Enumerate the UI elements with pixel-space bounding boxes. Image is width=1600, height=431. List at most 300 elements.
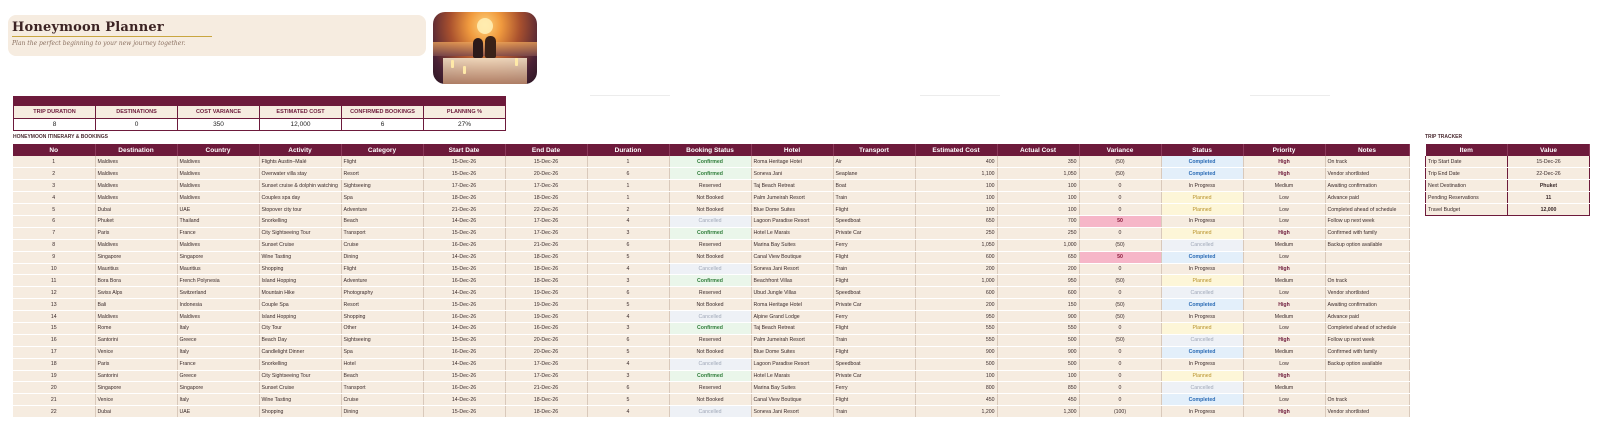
cell-destination[interactable]: Maldives bbox=[95, 168, 177, 180]
cell-hotel[interactable]: Canal View Boutique bbox=[751, 251, 833, 263]
cell-duration[interactable]: 6 bbox=[587, 239, 669, 251]
cell-activity[interactable]: Overwater villa stay bbox=[259, 168, 341, 180]
tracker-key[interactable]: Pending Reservations bbox=[1426, 192, 1508, 204]
column-header-actual-cost[interactable]: Actual Cost bbox=[997, 144, 1079, 156]
kpi-value[interactable]: 6 bbox=[342, 118, 424, 131]
column-header-activity[interactable]: Activity bbox=[259, 144, 341, 156]
cell-estimated-cost[interactable]: 450 bbox=[915, 394, 997, 406]
cell-destination[interactable]: Maldives bbox=[95, 311, 177, 323]
cell-notes[interactable]: Awaiting confirmation bbox=[1325, 180, 1409, 192]
cell-no[interactable]: 4 bbox=[13, 192, 95, 204]
cell-activity[interactable]: Stopover city tour bbox=[259, 204, 341, 216]
cell-duration[interactable]: 6 bbox=[587, 168, 669, 180]
cell-actual-cost[interactable]: 150 bbox=[997, 299, 1079, 311]
cell-estimated-cost[interactable]: 250 bbox=[915, 227, 997, 239]
cell-destination[interactable]: Singapore bbox=[95, 382, 177, 394]
cell-end-date[interactable]: 17-Dec-26 bbox=[505, 370, 587, 382]
cell-notes[interactable]: Follow up next week bbox=[1325, 215, 1409, 227]
cell-hotel[interactable]: Marina Bay Suites bbox=[751, 382, 833, 394]
cell-variance[interactable]: 0 bbox=[1079, 358, 1161, 370]
cell-variance[interactable]: (50) bbox=[1079, 239, 1161, 251]
kpi-value[interactable]: 8 bbox=[14, 118, 96, 131]
cell-duration[interactable]: 1 bbox=[587, 180, 669, 192]
cell-start-date[interactable]: 15-Dec-26 bbox=[423, 168, 505, 180]
cell-country[interactable]: Maldives bbox=[177, 311, 259, 323]
cell-variance[interactable]: 0 bbox=[1079, 322, 1161, 334]
column-header-transport[interactable]: Transport bbox=[833, 144, 915, 156]
cell-no[interactable]: 12 bbox=[13, 287, 95, 299]
cell-transport[interactable]: Air bbox=[833, 156, 915, 168]
cell-duration[interactable]: 4 bbox=[587, 215, 669, 227]
cell-variance[interactable]: 0 bbox=[1079, 394, 1161, 406]
cell-hotel[interactable]: Hotel Le Marais bbox=[751, 370, 833, 382]
cell-country[interactable]: France bbox=[177, 358, 259, 370]
cell-estimated-cost[interactable]: 1,100 bbox=[915, 168, 997, 180]
cell-category[interactable]: Dining bbox=[341, 406, 423, 418]
cell-country[interactable]: UAE bbox=[177, 204, 259, 216]
cell-priority[interactable]: Low bbox=[1243, 251, 1325, 263]
cell-notes[interactable]: Completed ahead of schedule bbox=[1325, 204, 1409, 216]
cell-destination[interactable]: Maldives bbox=[95, 192, 177, 204]
cell-country[interactable]: Greece bbox=[177, 370, 259, 382]
cell-activity[interactable]: Snorkelling bbox=[259, 358, 341, 370]
cell-category[interactable]: Sightseeing bbox=[341, 334, 423, 346]
cell-end-date[interactable]: 21-Dec-26 bbox=[505, 382, 587, 394]
kpi-value[interactable]: 350 bbox=[178, 118, 260, 131]
cell-priority[interactable]: High bbox=[1243, 299, 1325, 311]
column-header-destination[interactable]: Destination bbox=[95, 144, 177, 156]
cell-actual-cost[interactable]: 900 bbox=[997, 346, 1079, 358]
cell-destination[interactable]: Dubai bbox=[95, 204, 177, 216]
cell-duration[interactable]: 4 bbox=[587, 358, 669, 370]
cell-notes[interactable]: Completed ahead of schedule bbox=[1325, 322, 1409, 334]
cell-no[interactable]: 19 bbox=[13, 370, 95, 382]
cell-category[interactable]: Transport bbox=[341, 227, 423, 239]
cell-category[interactable]: Hotel bbox=[341, 358, 423, 370]
column-header-duration[interactable]: Duration bbox=[587, 144, 669, 156]
cell-notes[interactable]: On track bbox=[1325, 394, 1409, 406]
cell-variance[interactable]: 0 bbox=[1079, 192, 1161, 204]
cell-start-date[interactable]: 16-Dec-26 bbox=[423, 275, 505, 287]
cell-priority[interactable]: High bbox=[1243, 263, 1325, 275]
cell-category[interactable]: Transport bbox=[341, 382, 423, 394]
cell-no[interactable]: 8 bbox=[13, 239, 95, 251]
cell-actual-cost[interactable]: 350 bbox=[997, 156, 1079, 168]
cell-estimated-cost[interactable]: 650 bbox=[915, 215, 997, 227]
cell-priority[interactable]: Low bbox=[1243, 192, 1325, 204]
cell-hotel[interactable]: Palm Jumeirah Resort bbox=[751, 192, 833, 204]
cell-category[interactable]: Shopping bbox=[341, 311, 423, 323]
cell-notes[interactable]: Awaiting confirmation bbox=[1325, 299, 1409, 311]
cell-end-date[interactable]: 18-Dec-26 bbox=[505, 406, 587, 418]
cell-transport[interactable]: Train bbox=[833, 406, 915, 418]
cell-duration[interactable]: 3 bbox=[587, 275, 669, 287]
cell-duration[interactable]: 3 bbox=[587, 227, 669, 239]
cell-no[interactable]: 1 bbox=[13, 156, 95, 168]
cell-duration[interactable]: 6 bbox=[587, 382, 669, 394]
cell-start-date[interactable]: 16-Dec-26 bbox=[423, 346, 505, 358]
cell-actual-cost[interactable]: 600 bbox=[997, 287, 1079, 299]
cell-destination[interactable]: Swiss Alps bbox=[95, 287, 177, 299]
cell-booking-status[interactable]: Reserved bbox=[669, 334, 751, 346]
cell-actual-cost[interactable]: 450 bbox=[997, 394, 1079, 406]
cell-status[interactable]: Completed bbox=[1161, 346, 1243, 358]
cell-variance[interactable]: 50 bbox=[1079, 251, 1161, 263]
cell-transport[interactable]: Ferry bbox=[833, 382, 915, 394]
cell-priority[interactable]: Medium bbox=[1243, 382, 1325, 394]
cell-category[interactable]: Cruise bbox=[341, 239, 423, 251]
cell-transport[interactable]: Boat bbox=[833, 180, 915, 192]
cell-status[interactable]: Planned bbox=[1161, 204, 1243, 216]
cell-destination[interactable]: Santorini bbox=[95, 370, 177, 382]
cell-end-date[interactable]: 15-Dec-26 bbox=[505, 156, 587, 168]
cell-activity[interactable]: Beach Day bbox=[259, 334, 341, 346]
cell-notes[interactable]: On track bbox=[1325, 275, 1409, 287]
cell-hotel[interactable]: Canal View Boutique bbox=[751, 394, 833, 406]
cell-notes[interactable]: Backup option available bbox=[1325, 239, 1409, 251]
cell-actual-cost[interactable]: 100 bbox=[997, 180, 1079, 192]
cell-notes[interactable]: Vendor shortlisted bbox=[1325, 406, 1409, 418]
cell-activity[interactable]: Wine Tasting bbox=[259, 394, 341, 406]
cell-actual-cost[interactable]: 550 bbox=[997, 322, 1079, 334]
cell-destination[interactable]: Maldives bbox=[95, 156, 177, 168]
cell-start-date[interactable]: 14-Dec-26 bbox=[423, 287, 505, 299]
cell-country[interactable]: Italy bbox=[177, 394, 259, 406]
cell-hotel[interactable]: Hotel Le Marais bbox=[751, 227, 833, 239]
cell-activity[interactable]: Wine Tasting bbox=[259, 251, 341, 263]
cell-priority[interactable]: Medium bbox=[1243, 275, 1325, 287]
cell-variance[interactable]: (50) bbox=[1079, 168, 1161, 180]
tracker-value[interactable]: Phuket bbox=[1508, 180, 1590, 192]
cell-country[interactable]: Italy bbox=[177, 322, 259, 334]
cell-end-date[interactable]: 20-Dec-26 bbox=[505, 346, 587, 358]
cell-destination[interactable]: Bali bbox=[95, 299, 177, 311]
cell-country[interactable]: Italy bbox=[177, 346, 259, 358]
cell-country[interactable]: UAE bbox=[177, 406, 259, 418]
cell-country[interactable]: Switzerland bbox=[177, 287, 259, 299]
cell-activity[interactable]: Candlelight Dinner bbox=[259, 346, 341, 358]
cell-hotel[interactable]: Alpine Grand Lodge bbox=[751, 311, 833, 323]
cell-start-date[interactable]: 15-Dec-26 bbox=[423, 263, 505, 275]
cell-country[interactable]: Thailand bbox=[177, 215, 259, 227]
cell-activity[interactable]: Flights Austin–Malé bbox=[259, 156, 341, 168]
cell-variance[interactable]: 0 bbox=[1079, 382, 1161, 394]
cell-actual-cost[interactable]: 1,050 bbox=[997, 168, 1079, 180]
cell-notes[interactable]: Advance paid bbox=[1325, 311, 1409, 323]
cell-start-date[interactable]: 15-Dec-26 bbox=[423, 156, 505, 168]
cell-start-date[interactable]: 16-Dec-26 bbox=[423, 311, 505, 323]
cell-destination[interactable]: Maldives bbox=[95, 239, 177, 251]
cell-no[interactable]: 3 bbox=[13, 180, 95, 192]
cell-booking-status[interactable]: Reserved bbox=[669, 239, 751, 251]
cell-hotel[interactable]: Marina Bay Suites bbox=[751, 239, 833, 251]
cell-estimated-cost[interactable]: 1,200 bbox=[915, 406, 997, 418]
cell-priority[interactable]: Low bbox=[1243, 204, 1325, 216]
cell-transport[interactable]: Ferry bbox=[833, 239, 915, 251]
cell-transport[interactable]: Flight bbox=[833, 394, 915, 406]
cell-end-date[interactable]: 22-Dec-26 bbox=[505, 204, 587, 216]
cell-category[interactable]: Other bbox=[341, 322, 423, 334]
cell-status[interactable]: Completed bbox=[1161, 168, 1243, 180]
cell-category[interactable]: Cruise bbox=[341, 394, 423, 406]
cell-booking-status[interactable]: Not Booked bbox=[669, 346, 751, 358]
cell-activity[interactable]: City Tour bbox=[259, 322, 341, 334]
cell-category[interactable]: Dining bbox=[341, 251, 423, 263]
column-header-notes[interactable]: Notes bbox=[1325, 144, 1409, 156]
cell-duration[interactable]: 4 bbox=[587, 406, 669, 418]
cell-transport[interactable]: Train bbox=[833, 263, 915, 275]
cell-actual-cost[interactable]: 100 bbox=[997, 192, 1079, 204]
cell-status[interactable]: In Progress bbox=[1161, 311, 1243, 323]
cell-estimated-cost[interactable]: 600 bbox=[915, 287, 997, 299]
cell-start-date[interactable]: 15-Dec-26 bbox=[423, 299, 505, 311]
cell-transport[interactable]: Flight bbox=[833, 204, 915, 216]
cell-hotel[interactable]: Taj Beach Retreat bbox=[751, 322, 833, 334]
tracker-key[interactable]: Trip Start Date bbox=[1426, 156, 1508, 168]
cell-booking-status[interactable]: Reserved bbox=[669, 287, 751, 299]
cell-status[interactable]: Planned bbox=[1161, 322, 1243, 334]
cell-activity[interactable]: Sunset Cruise bbox=[259, 239, 341, 251]
cell-category[interactable]: Beach bbox=[341, 370, 423, 382]
cell-variance[interactable]: 0 bbox=[1079, 204, 1161, 216]
cell-country[interactable]: Indonesia bbox=[177, 299, 259, 311]
column-header-estimated-cost[interactable]: Estimated Cost bbox=[915, 144, 997, 156]
cell-booking-status[interactable]: Cancelled bbox=[669, 263, 751, 275]
cell-priority[interactable]: High bbox=[1243, 406, 1325, 418]
cell-activity[interactable]: Island Hopping bbox=[259, 275, 341, 287]
cell-booking-status[interactable]: Confirmed bbox=[669, 322, 751, 334]
cell-hotel[interactable]: Palm Jumeirah Resort bbox=[751, 334, 833, 346]
cell-start-date[interactable]: 17-Dec-26 bbox=[423, 180, 505, 192]
cell-start-date[interactable]: 16-Dec-26 bbox=[423, 382, 505, 394]
cell-hotel[interactable]: Taj Beach Retreat bbox=[751, 180, 833, 192]
cell-variance[interactable]: 50 bbox=[1079, 215, 1161, 227]
cell-status[interactable]: Planned bbox=[1161, 370, 1243, 382]
cell-hotel[interactable]: Blue Dome Suites bbox=[751, 204, 833, 216]
cell-actual-cost[interactable]: 950 bbox=[997, 275, 1079, 287]
cell-status[interactable]: In Progress bbox=[1161, 406, 1243, 418]
tracker-key[interactable]: Next Destination bbox=[1426, 180, 1508, 192]
cell-estimated-cost[interactable]: 100 bbox=[915, 192, 997, 204]
cell-priority[interactable]: Low bbox=[1243, 394, 1325, 406]
cell-hotel[interactable]: Soneva Jani Resort bbox=[751, 406, 833, 418]
cell-estimated-cost[interactable]: 600 bbox=[915, 251, 997, 263]
cell-country[interactable]: Maldives bbox=[177, 239, 259, 251]
cell-status[interactable]: Completed bbox=[1161, 299, 1243, 311]
cell-no[interactable]: 10 bbox=[13, 263, 95, 275]
cell-category[interactable]: Spa bbox=[341, 192, 423, 204]
cell-booking-status[interactable]: Cancelled bbox=[669, 358, 751, 370]
cell-notes[interactable]: On track bbox=[1325, 156, 1409, 168]
cell-category[interactable]: Beach bbox=[341, 215, 423, 227]
cell-destination[interactable]: Paris bbox=[95, 227, 177, 239]
cell-actual-cost[interactable]: 100 bbox=[997, 370, 1079, 382]
cell-transport[interactable]: Private Car bbox=[833, 370, 915, 382]
cell-priority[interactable]: Low bbox=[1243, 287, 1325, 299]
cell-start-date[interactable]: 14-Dec-26 bbox=[423, 322, 505, 334]
cell-duration[interactable]: 1 bbox=[587, 156, 669, 168]
cell-priority[interactable]: Medium bbox=[1243, 180, 1325, 192]
cell-duration[interactable]: 5 bbox=[587, 251, 669, 263]
cell-status[interactable]: In Progress bbox=[1161, 215, 1243, 227]
cell-actual-cost[interactable]: 200 bbox=[997, 263, 1079, 275]
cell-hotel[interactable]: Ubud Jungle Villas bbox=[751, 287, 833, 299]
cell-variance[interactable]: (50) bbox=[1079, 156, 1161, 168]
cell-actual-cost[interactable]: 650 bbox=[997, 251, 1079, 263]
cell-start-date[interactable]: 14-Dec-26 bbox=[423, 358, 505, 370]
cell-duration[interactable]: 6 bbox=[587, 287, 669, 299]
cell-activity[interactable]: City Sightseeing Tour bbox=[259, 370, 341, 382]
cell-start-date[interactable]: 16-Dec-26 bbox=[423, 239, 505, 251]
cell-transport[interactable]: Train bbox=[833, 192, 915, 204]
cell-booking-status[interactable]: Cancelled bbox=[669, 311, 751, 323]
cell-estimated-cost[interactable]: 550 bbox=[915, 334, 997, 346]
cell-end-date[interactable]: 18-Dec-26 bbox=[505, 263, 587, 275]
cell-start-date[interactable]: 15-Dec-26 bbox=[423, 227, 505, 239]
cell-start-date[interactable]: 15-Dec-26 bbox=[423, 334, 505, 346]
cell-priority[interactable]: High bbox=[1243, 156, 1325, 168]
cell-no[interactable]: 22 bbox=[13, 406, 95, 418]
cell-variance[interactable]: (100) bbox=[1079, 406, 1161, 418]
cell-actual-cost[interactable]: 850 bbox=[997, 382, 1079, 394]
cell-estimated-cost[interactable]: 1,000 bbox=[915, 275, 997, 287]
column-header-hotel[interactable]: Hotel bbox=[751, 144, 833, 156]
cell-booking-status[interactable]: Confirmed bbox=[669, 168, 751, 180]
tracker-key[interactable]: Trip End Date bbox=[1426, 168, 1508, 180]
tracker-value[interactable]: 22-Dec-26 bbox=[1508, 168, 1590, 180]
cell-notes[interactable]: Advance paid bbox=[1325, 192, 1409, 204]
cell-destination[interactable]: Paris bbox=[95, 358, 177, 370]
cell-status[interactable]: In Progress bbox=[1161, 180, 1243, 192]
cell-variance[interactable]: (50) bbox=[1079, 299, 1161, 311]
cell-no[interactable]: 16 bbox=[13, 334, 95, 346]
cell-transport[interactable]: Speedboat bbox=[833, 358, 915, 370]
cell-estimated-cost[interactable]: 1,050 bbox=[915, 239, 997, 251]
cell-variance[interactable]: 0 bbox=[1079, 227, 1161, 239]
cell-destination[interactable]: Venice bbox=[95, 346, 177, 358]
cell-notes[interactable]: Vendor shortlisted bbox=[1325, 168, 1409, 180]
cell-estimated-cost[interactable]: 500 bbox=[915, 358, 997, 370]
cell-status[interactable]: Cancelled bbox=[1161, 287, 1243, 299]
cell-no[interactable]: 17 bbox=[13, 346, 95, 358]
cell-no[interactable]: 20 bbox=[13, 382, 95, 394]
cell-country[interactable]: Maldives bbox=[177, 156, 259, 168]
cell-country[interactable]: Maldives bbox=[177, 168, 259, 180]
cell-estimated-cost[interactable]: 950 bbox=[915, 311, 997, 323]
cell-category[interactable]: Adventure bbox=[341, 204, 423, 216]
cell-start-date[interactable]: 21-Dec-26 bbox=[423, 204, 505, 216]
cell-start-date[interactable]: 15-Dec-26 bbox=[423, 370, 505, 382]
cell-no[interactable]: 15 bbox=[13, 322, 95, 334]
cell-booking-status[interactable]: Not Booked bbox=[669, 394, 751, 406]
cell-category[interactable]: Flight bbox=[341, 156, 423, 168]
cell-status[interactable]: In Progress bbox=[1161, 263, 1243, 275]
cell-variance[interactable]: (50) bbox=[1079, 334, 1161, 346]
cell-booking-status[interactable]: Not Booked bbox=[669, 251, 751, 263]
cell-booking-status[interactable]: Not Booked bbox=[669, 299, 751, 311]
cell-transport[interactable]: Private Car bbox=[833, 227, 915, 239]
cell-end-date[interactable]: 17-Dec-26 bbox=[505, 227, 587, 239]
cell-destination[interactable]: Venice bbox=[95, 394, 177, 406]
cell-transport[interactable]: Flight bbox=[833, 275, 915, 287]
cell-hotel[interactable]: Soneva Jani bbox=[751, 168, 833, 180]
cell-no[interactable]: 2 bbox=[13, 168, 95, 180]
cell-estimated-cost[interactable]: 100 bbox=[915, 204, 997, 216]
cell-priority[interactable]: Low bbox=[1243, 215, 1325, 227]
cell-end-date[interactable]: 18-Dec-26 bbox=[505, 192, 587, 204]
cell-notes[interactable] bbox=[1325, 263, 1409, 275]
column-header-start-date[interactable]: Start Date bbox=[423, 144, 505, 156]
cell-booking-status[interactable]: Confirmed bbox=[669, 156, 751, 168]
cell-country[interactable]: France bbox=[177, 227, 259, 239]
cell-priority[interactable]: Medium bbox=[1243, 311, 1325, 323]
cell-hotel[interactable]: Lagoon Paradise Resort bbox=[751, 215, 833, 227]
cell-hotel[interactable]: Blue Dome Suites bbox=[751, 346, 833, 358]
kpi-value[interactable]: 12,000 bbox=[260, 118, 342, 131]
cell-transport[interactable]: Ferry bbox=[833, 311, 915, 323]
cell-priority[interactable]: Medium bbox=[1243, 346, 1325, 358]
cell-activity[interactable]: Couple Spa bbox=[259, 299, 341, 311]
column-header-variance[interactable]: Variance bbox=[1079, 144, 1161, 156]
cell-start-date[interactable]: 14-Dec-26 bbox=[423, 251, 505, 263]
cell-estimated-cost[interactable]: 200 bbox=[915, 263, 997, 275]
cell-variance[interactable]: (50) bbox=[1079, 311, 1161, 323]
cell-destination[interactable]: Dubai bbox=[95, 406, 177, 418]
cell-hotel[interactable]: Roma Heritage Hotel bbox=[751, 156, 833, 168]
cell-activity[interactable]: Island Hopping bbox=[259, 311, 341, 323]
cell-end-date[interactable]: 21-Dec-26 bbox=[505, 239, 587, 251]
cell-activity[interactable]: Mountain Hike bbox=[259, 287, 341, 299]
cell-booking-status[interactable]: Not Booked bbox=[669, 192, 751, 204]
cell-booking-status[interactable]: Not Booked bbox=[669, 204, 751, 216]
cell-country[interactable]: Greece bbox=[177, 334, 259, 346]
cell-destination[interactable]: Singapore bbox=[95, 251, 177, 263]
cell-duration[interactable]: 1 bbox=[587, 192, 669, 204]
cell-variance[interactable]: (50) bbox=[1079, 275, 1161, 287]
cell-destination[interactable]: Maldives bbox=[95, 180, 177, 192]
cell-status[interactable]: In Progress bbox=[1161, 358, 1243, 370]
cell-actual-cost[interactable]: 500 bbox=[997, 358, 1079, 370]
cell-transport[interactable]: Flight bbox=[833, 346, 915, 358]
cell-end-date[interactable]: 17-Dec-26 bbox=[505, 180, 587, 192]
cell-destination[interactable]: Bora Bora bbox=[95, 275, 177, 287]
column-header-country[interactable]: Country bbox=[177, 144, 259, 156]
cell-priority[interactable]: Medium bbox=[1243, 239, 1325, 251]
cell-destination[interactable]: Rome bbox=[95, 322, 177, 334]
cell-notes[interactable]: Confirmed with family bbox=[1325, 346, 1409, 358]
cell-country[interactable]: Maldives bbox=[177, 192, 259, 204]
cell-variance[interactable]: 0 bbox=[1079, 287, 1161, 299]
cell-activity[interactable]: Shopping bbox=[259, 406, 341, 418]
cell-booking-status[interactable]: Reserved bbox=[669, 382, 751, 394]
cell-status[interactable]: Cancelled bbox=[1161, 382, 1243, 394]
cell-duration[interactable]: 2 bbox=[587, 204, 669, 216]
cell-end-date[interactable]: 17-Dec-26 bbox=[505, 358, 587, 370]
tracker-value[interactable]: 12,000 bbox=[1508, 204, 1590, 216]
kpi-value[interactable]: 27% bbox=[424, 118, 506, 131]
cell-country[interactable]: Mauritius bbox=[177, 263, 259, 275]
cell-notes[interactable] bbox=[1325, 382, 1409, 394]
cell-activity[interactable]: Sunset Cruise bbox=[259, 382, 341, 394]
cell-estimated-cost[interactable]: 550 bbox=[915, 322, 997, 334]
cell-hotel[interactable]: Lagoon Paradise Resort bbox=[751, 358, 833, 370]
cell-booking-status[interactable]: Confirmed bbox=[669, 275, 751, 287]
cell-start-date[interactable]: 14-Dec-26 bbox=[423, 215, 505, 227]
cell-notes[interactable]: Confirmed with family bbox=[1325, 227, 1409, 239]
cell-priority[interactable]: High bbox=[1243, 370, 1325, 382]
cell-country[interactable]: Singapore bbox=[177, 251, 259, 263]
cell-category[interactable]: Sightseeing bbox=[341, 180, 423, 192]
